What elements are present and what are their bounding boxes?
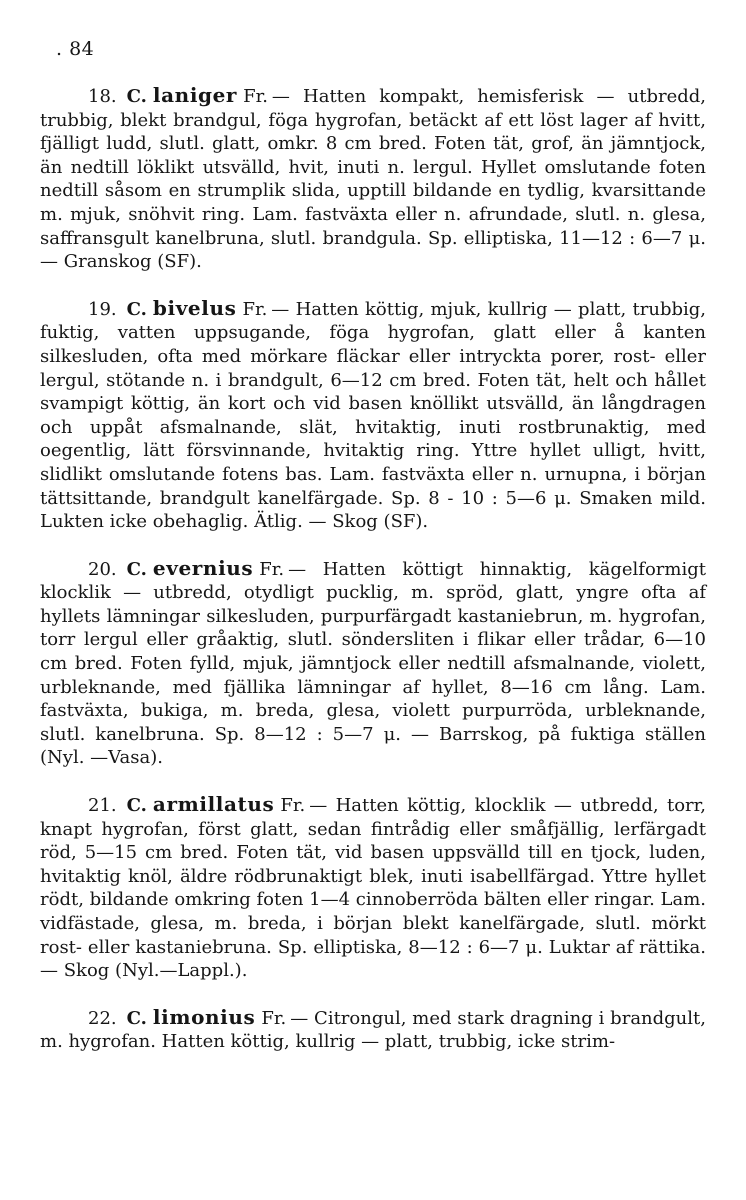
entry-description: — Citrongul, med stark dragning i brandgult, m. hygrofan. Hatten köttig, kullrig — platt, trubbig, icke strim- bbox=[40, 1007, 706, 1053]
species-name: armillatus bbox=[152, 792, 275, 817]
entry-description: — Hatten köttig, klocklik — utbredd, torr, knapt hygrofan, först glatt, sedan fintrådig eller småfjällig, lerfärgadt röd, 5—15 cm bred. Foten tät, vid basen uppsvälld till en tjock, luden, hvitaktig knöl, äldre rödbrunaktigt blek, inuti isabellfärgad. Yttre hyllet rödt, bildande omkring foten 1—4 cinnoberröda bälten eller ringar. Lam. vidfästade, glesa, m. breda, i början blekt kanelfärgade, slutl. mörkt rost- eller kastaniebruna. Sp. elliptiska, 8—12 : 6—7 μ. Luktar af rättika. — Skog (Nyl.—Lappl.). bbox=[40, 795, 706, 982]
author-abbrev: Fr. bbox=[261, 1007, 287, 1029]
entry-description: — Hatten kompakt, hemisferisk — utbredd, trubbig, blekt brandgul, föga hygrofan, betäckt af ett löst lager af hvitt, fjälligt ludd, slutl. glatt, omkr. 8 cm bred. Foten tät, grof, än jämntjock, än nedtill löklikt utsvälld, hvit, inuti n. lergul. Hyllet omslutande foten nedtill såsom en strumplik slida, upptill bildande en tydlig, kvarsittande m. mjuk, snöhvit ring. Lam. fastväxta eller n. afrundade, slutl. n. glesa, saffransgult kanelbruna, slutl. brandgula. Sp. elliptiska, 11—12 : 6—7 μ. — Granskog (SF). bbox=[40, 86, 706, 273]
entry-number: 19. bbox=[88, 298, 117, 320]
species-entry bbox=[40, 1006, 706, 1054]
species-entry bbox=[40, 793, 706, 983]
author-abbrev: Fr. bbox=[259, 558, 285, 580]
genus-abbrev: C. bbox=[126, 558, 147, 580]
species-name: evernius bbox=[152, 555, 254, 580]
genus-abbrev: C. bbox=[126, 795, 147, 817]
entry-number: 20. bbox=[88, 558, 117, 580]
species-entries bbox=[40, 84, 706, 1054]
entry-description: — Hatten köttig, mjuk, kullrig — platt, trubbig, fuktig, vatten uppsugande, föga hygrofan, glatt eller å kanten silkesluden, ofta med mörkare fläckar eller intryckta porer, rost- eller lergul, stötande n. i brandgult, 6—12 cm bred. Foten tät, helt och hållet svampigt köttig, än kort och vid basen knöllikt utsvälld, än långdragen och uppåt afsmalnande, slät, hvitaktig, inuti rostbrunaktig, med oegentlig, lätt försvinnande, hvitaktig ring. Yttre hyllet ulligt, hvitt, slidlikt omslutande fotens bas. Lam. fastväxta eller n. urnupna, i början tättsittande, brandgult kanelfärgade. Sp. 8 - 10 : 5—6 μ. Smaken mild. Lukten icke obehaglig. Ätlig. — Skog (SF). bbox=[40, 298, 706, 533]
species-entry bbox=[40, 297, 706, 534]
species-entry bbox=[40, 557, 706, 770]
entry-number: 21. bbox=[88, 795, 117, 817]
genus-abbrev: C. bbox=[126, 86, 147, 107]
author-abbrev: Fr. bbox=[243, 86, 268, 107]
entry-number: 22. bbox=[88, 1007, 117, 1029]
author-abbrev: Fr. bbox=[242, 298, 268, 320]
species-name: laniger bbox=[152, 83, 238, 107]
species-entry bbox=[40, 84, 706, 274]
genus-abbrev: C. bbox=[126, 1007, 147, 1029]
page-number: . 84 bbox=[56, 38, 95, 60]
entry-number: 18. bbox=[88, 86, 117, 107]
species-name: bivelus bbox=[152, 295, 237, 320]
species-name: limonius bbox=[152, 1004, 256, 1029]
author-abbrev: Fr. bbox=[280, 795, 306, 817]
entry-description: — Hatten köttigt hinnaktig, kägelformigt klocklik — utbredd, otydligt pucklig, m. spröd, glatt, yngre ofta af hyllets lämningar silkesluden, purpurfärgadt kastaniebrun, m. hygrofan, torr lergul eller gråaktig, slutl. söndersliten i flikar eller trådar, 6—10 cm bred. Foten fylld, mjuk, jämntjock eller nedtill afsmalnande, violett, urbleknande, med fjällika lämningar af hyllet, 8—16 cm lång. Lam. fastväxta, bukiga, m. breda, glesa, violett purpurröda, urbleknande, slutl. kanelbruna. Sp. 8—12 : 5—7 μ. — Barrskog, på fuktiga ställen (Nyl. —Vasa). bbox=[40, 558, 706, 769]
genus-abbrev: C. bbox=[126, 298, 147, 320]
